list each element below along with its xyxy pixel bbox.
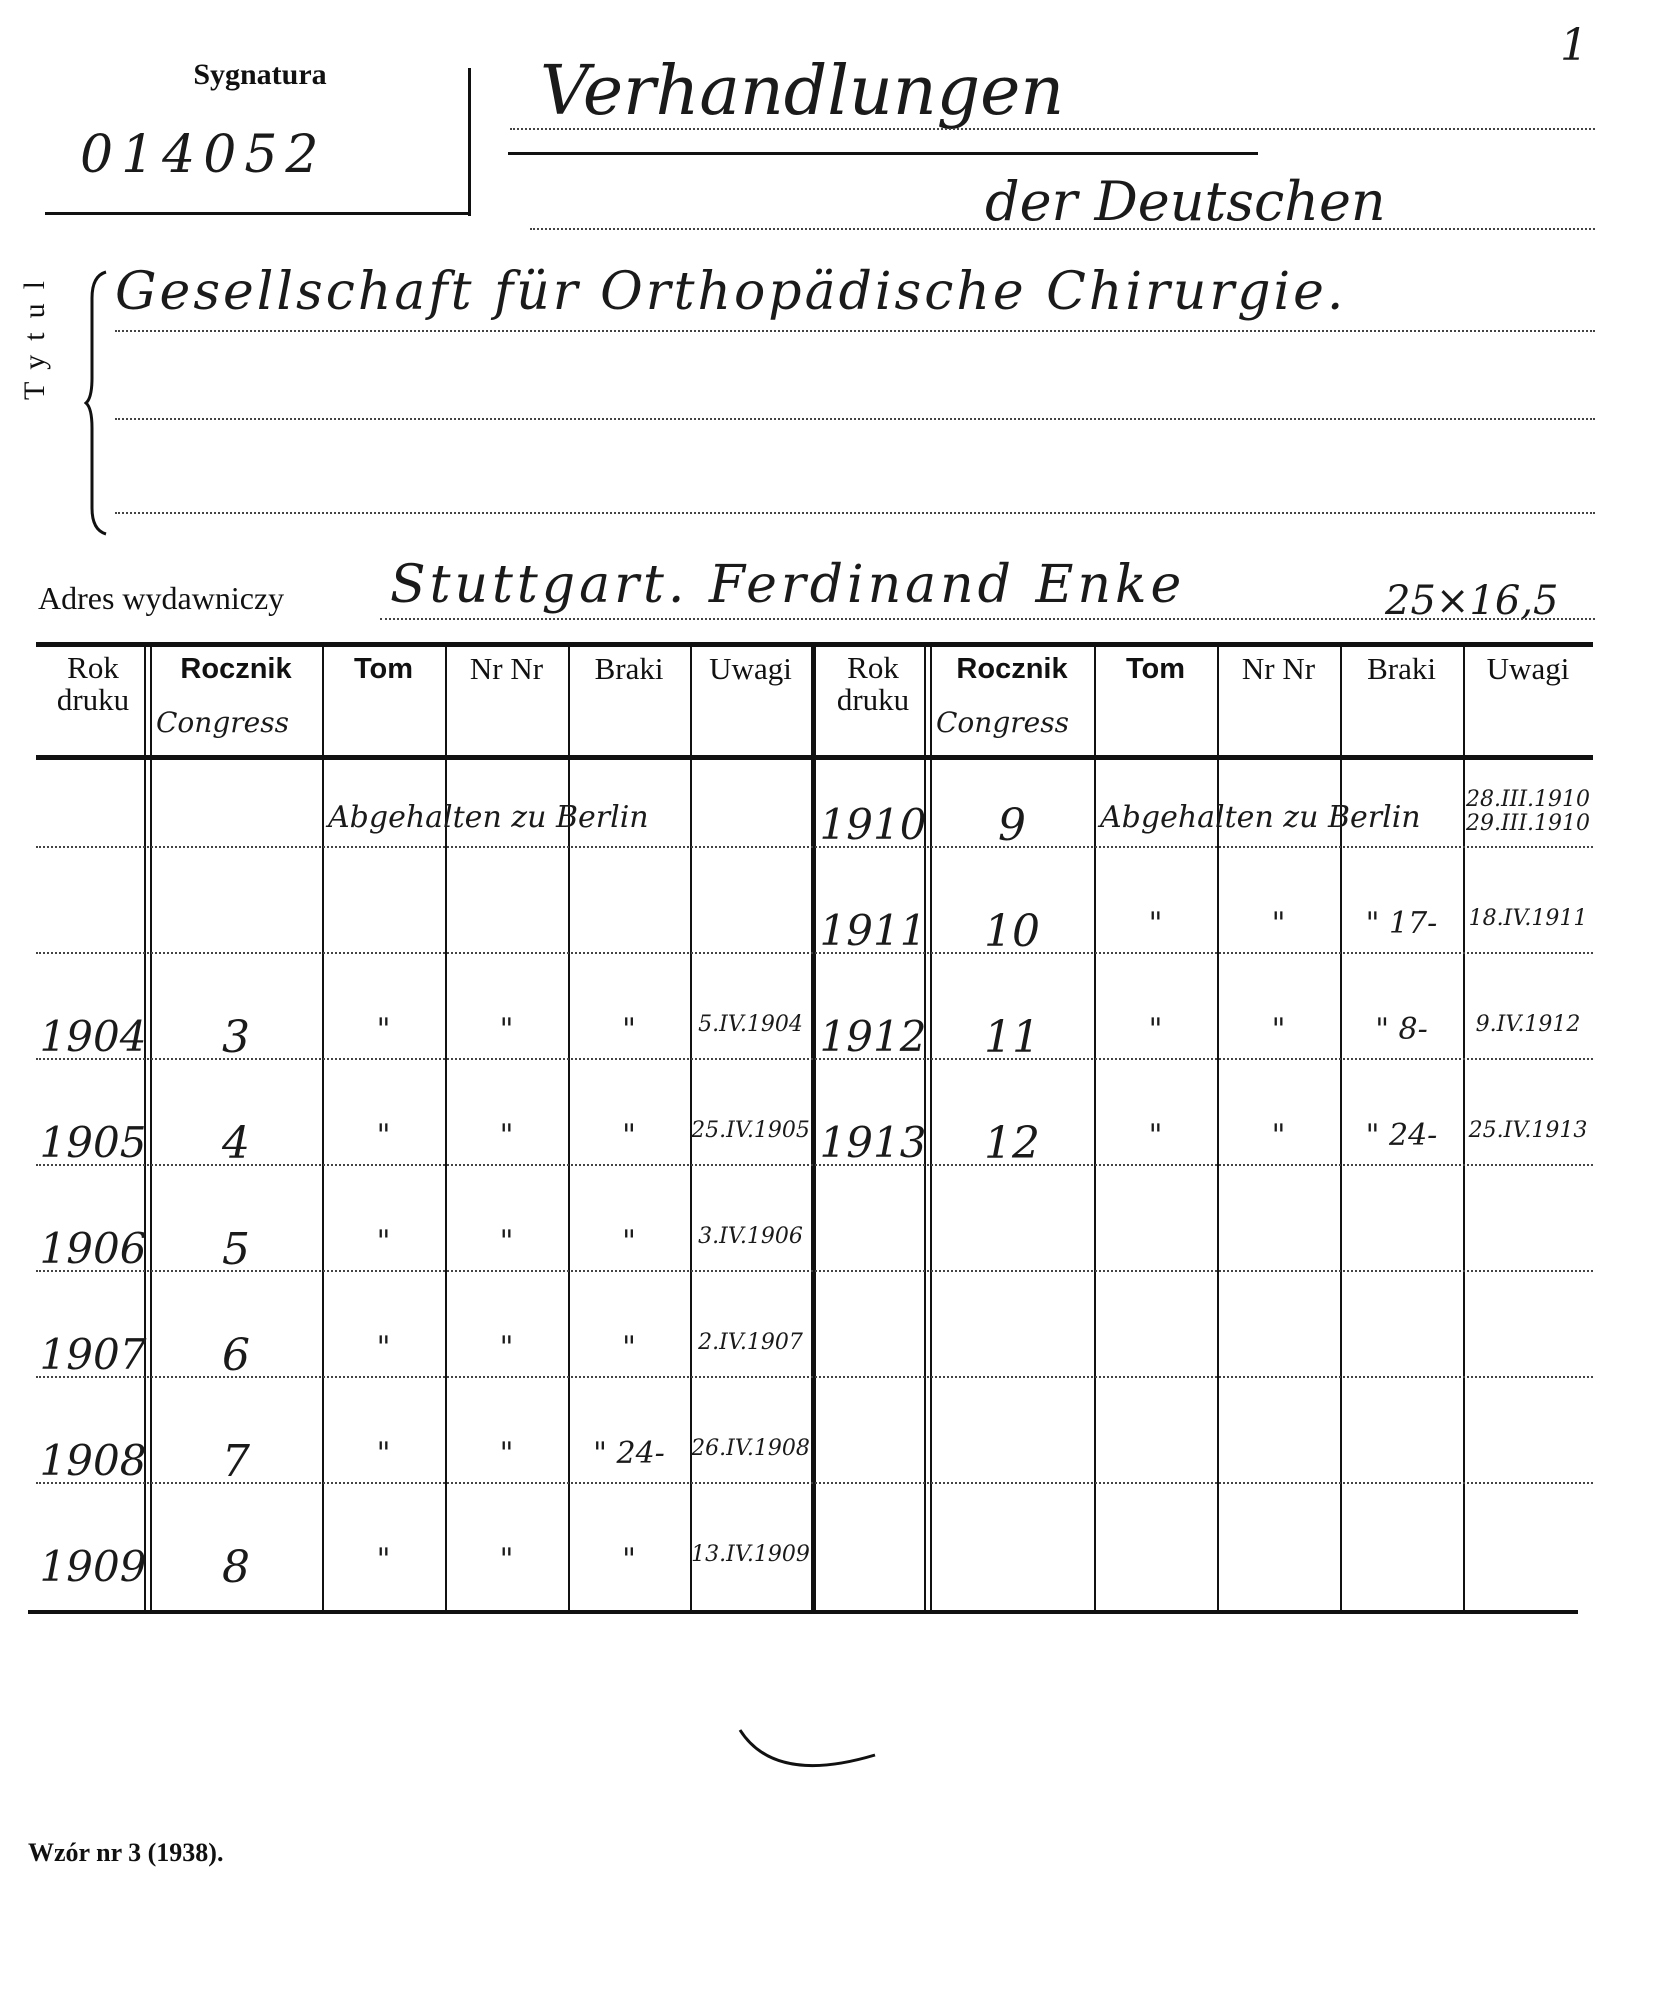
right-cell-tom: " [1148,1118,1163,1153]
title-underline [508,152,1258,155]
left-cell-uwagi: 2.IV.1907 [698,1330,803,1355]
right-cell-nr-nr: " [1271,1012,1286,1047]
left-cell-uwagi: 5.IV.1904 [698,1012,803,1037]
tytul-label: Tytul [18,267,51,400]
left-cell-rok-druku: 1907 [39,1330,147,1379]
left-cell-rocznik: 7 [222,1436,250,1487]
right-cell-tom: " [1148,1012,1163,1047]
left-cell-tom: " [376,1436,391,1471]
left-cell-uwagi: 25.IV.1905 [691,1118,810,1143]
left-cell-rok-druku: 1906 [39,1224,147,1273]
left-cell-braki: " [622,1330,636,1365]
left-cell-rok-druku: 1908 [39,1436,147,1485]
left-cell-rocznik: 4 [222,1118,250,1169]
right-cell-rok-druku: 1910 [819,800,927,849]
right-header-uwagi: Uwagi [1486,651,1570,686]
left-cell-tom: " [376,1330,391,1365]
left-cell-tom: Abgehalten zu Berlin [328,800,649,835]
title-dotline-2 [530,228,1595,230]
adres-dotline [380,618,1595,620]
right-cell-uwagi: 18.IV.1911 [1468,906,1588,931]
left-cell-tom: " [376,1542,391,1577]
adres-value: Stuttgart. Ferdinand Enke [390,555,1186,615]
left-header-nr-nr: Nr Nr [469,651,544,686]
left-cell-braki: " [622,1118,636,1153]
right-cell-uwagi: 9.IV.1912 [1475,1012,1581,1037]
left-cell-nr-nr: " [499,1330,514,1365]
right-cell-nr-nr: " [1271,1118,1286,1153]
right-cell-tom: " [1148,906,1163,941]
left-cell-rok-druku: 1909 [39,1542,147,1591]
title-dotline-5 [115,512,1595,514]
left-cell-uwagi: 13.IV.1909 [691,1542,810,1567]
left-cell-rocznik: 5 [222,1224,250,1275]
left-header-tom: Tom [353,653,414,685]
right-header-tom: Tom [1125,653,1186,685]
right-cell-rok-druku: 1913 [819,1118,927,1167]
left-header-rocznik: Rocznik [180,653,292,685]
sygnatura-underline [45,212,470,215]
right-cell-rocznik: 9 [998,800,1026,851]
right-cell-braki: " 8- [1375,1012,1428,1047]
left-cell-tom: " [376,1224,391,1259]
left-cell-braki: " [622,1542,636,1577]
format-value: 25×16,5 [1385,578,1559,624]
right-cell-rocznik: 12 [984,1118,1040,1169]
left-cell-uwagi: 3.IV.1906 [698,1224,803,1249]
left-cell-nr-nr: " [499,1542,514,1577]
right-header-rocznik-note: Congress [936,706,1069,739]
row-dotline-1 [36,846,1593,848]
left-cell-rok-druku: 1905 [39,1118,147,1167]
row-dotline-2 [36,952,1593,954]
left-cell-nr-nr: " [499,1224,514,1259]
right-header-rok-druku: Rok druku [836,650,910,717]
table-bottom-rule [28,1610,1578,1614]
left-cell-rocznik: 8 [222,1542,250,1593]
right-cell-rok-druku: 1912 [819,1012,927,1061]
pen-mark [735,1725,885,1785]
right-cell-uwagi: 28.III.1910 29.III.1910 [1465,787,1591,836]
right-header-rocznik: Rocznik [956,653,1068,685]
left-cell-braki: " [622,1224,636,1259]
left-cell-tom: " [376,1012,391,1047]
left-cell-rocznik: 3 [222,1012,250,1063]
page-mark: 1 [1560,20,1588,71]
left-header-braki: Braki [594,651,664,686]
left-cell-uwagi: 26.IV.1908 [691,1436,810,1461]
title-line-2: der Deutschen [985,170,1386,233]
right-cell-rocznik: 10 [984,906,1040,957]
left-cell-braki: " [622,1012,636,1047]
tytul-brace [84,268,114,538]
left-cell-nr-nr: " [499,1436,514,1471]
right-header-braki: Braki [1367,651,1436,686]
title-line-1: Verhandlungen [540,52,1065,131]
right-cell-rocznik: 11 [984,1012,1040,1063]
right-cell-braki: " 17- [1365,906,1438,941]
right-cell-braki: " 24- [1365,1118,1438,1153]
adres-label: Adres wydawniczy [38,580,285,616]
left-cell-rocznik: 6 [222,1330,250,1381]
left-cell-nr-nr: " [499,1118,514,1153]
right-cell-uwagi: 25.IV.1913 [1468,1118,1588,1143]
right-header-nr-nr: Nr Nr [1241,651,1316,686]
title-line-3: Gesellschaft für Orthopädische Chirurgie. [115,262,1347,322]
title-dotline-4 [115,418,1595,420]
left-cell-tom: " [376,1118,391,1153]
left-cell-nr-nr: " [499,1012,514,1047]
title-dotline-1 [510,128,1595,130]
sygnatura-value: 014052 [80,125,327,185]
left-header-uwagi: Uwagi [709,651,792,686]
left-header-rok-druku: Rok druku [56,650,130,717]
form-label: Wzór nr 3 (1938). [28,1838,224,1867]
right-cell-nr-nr: " [1271,906,1286,941]
sygnatura-label: Sygnatura [193,58,327,91]
sygnatura-divider [468,68,471,216]
left-cell-braki: " 24- [593,1436,665,1471]
right-cell-rok-druku: 1911 [819,906,927,955]
title-dotline-3 [115,330,1595,332]
left-header-rocznik-note: Congress [156,706,289,739]
right-cell-tom: Abgehalten zu Berlin [1100,800,1421,835]
left-cell-rok-druku: 1904 [39,1012,147,1061]
